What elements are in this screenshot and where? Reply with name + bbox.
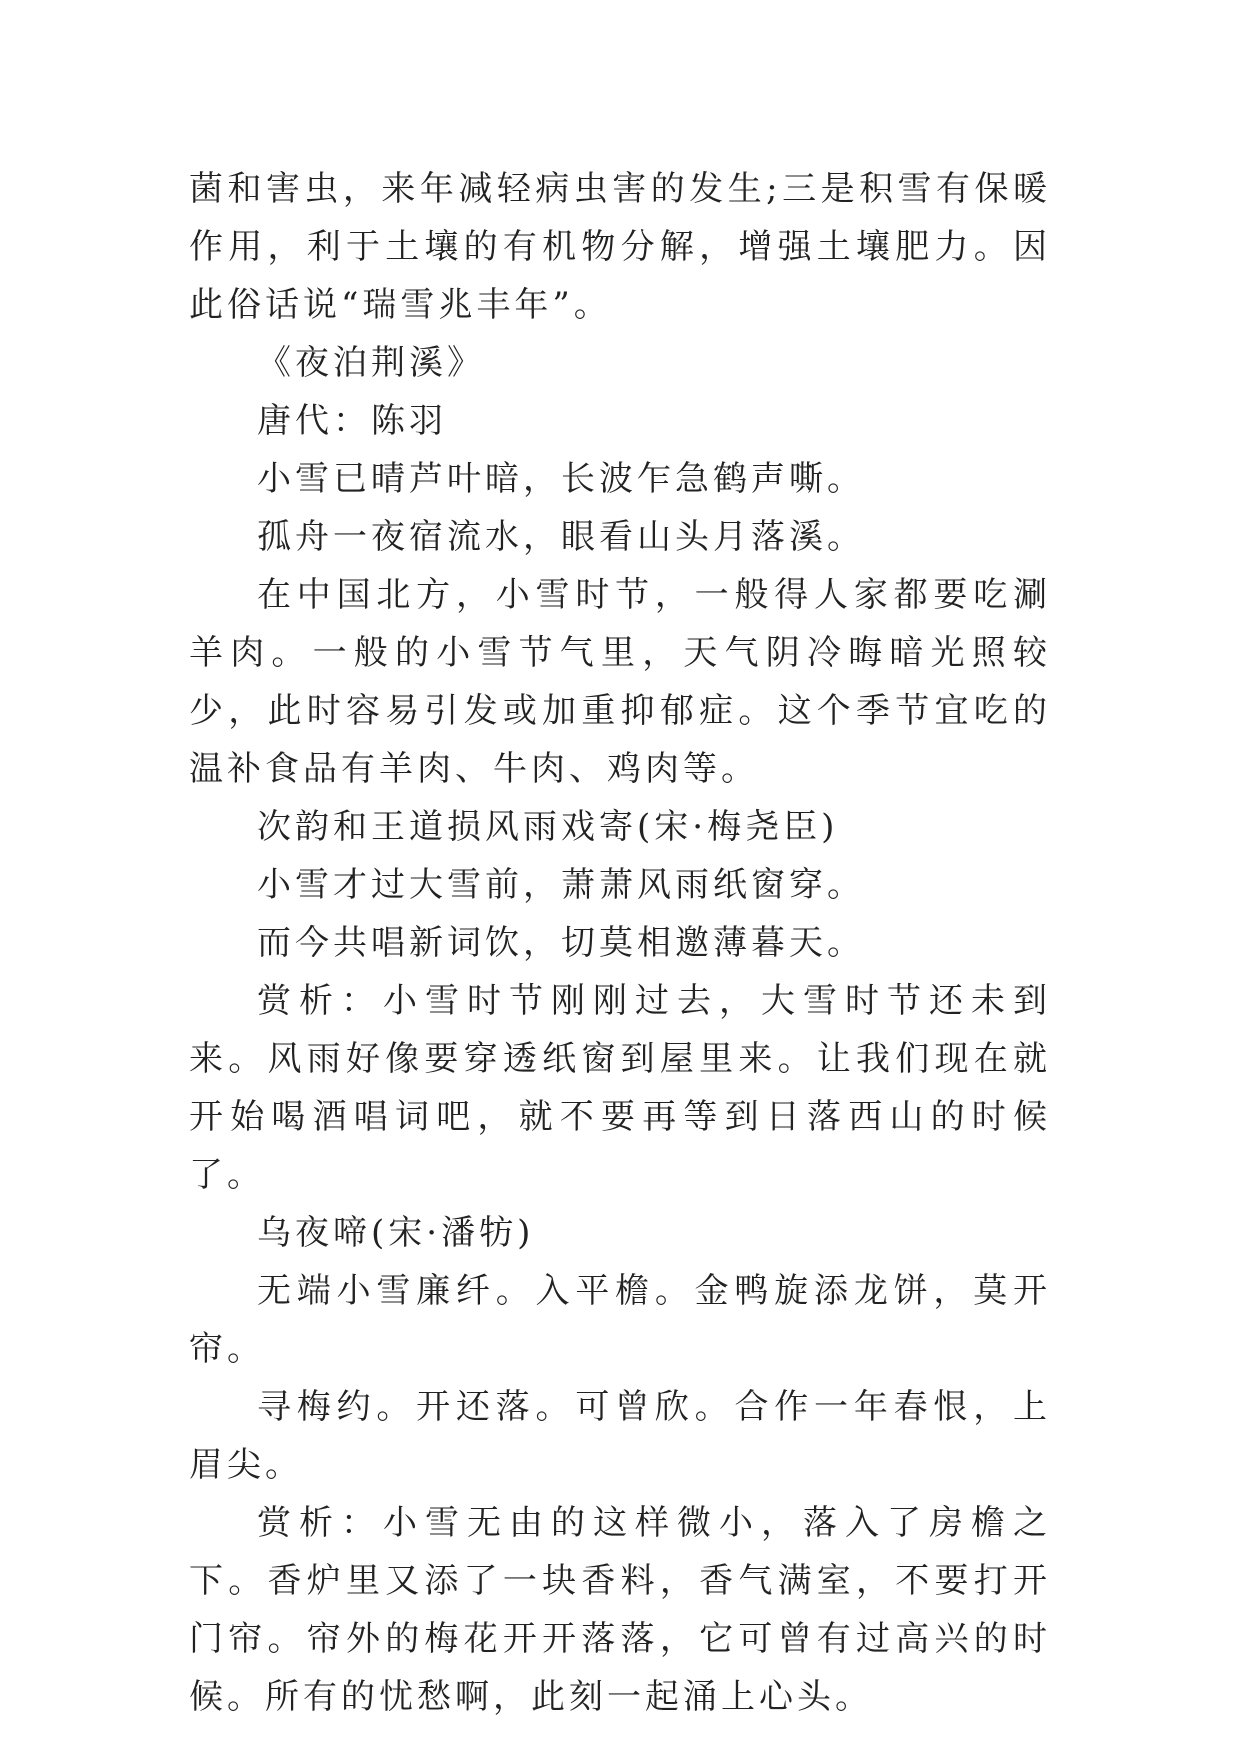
paragraph-continuation: 菌和害虫，来年减轻病虫害的发生;三是积雪有保暖作用，利于土壤的有机物分解，增强土壤肥力。因此俗话说“瑞雪兆丰年”。 — [189, 169, 1051, 325]
poem-title: 乌夜啼(宋·潘牥) — [257, 1213, 535, 1253]
poem-line: 孤舟一夜宿流水，眼看山头月落溪。 — [257, 517, 865, 557]
commentary-paragraph: 赏析：小雪无由的这样微小，落入了房檐之下。香炉里又添了一块香料，香气满室，不要打开门帘。帘外的梅花开开落落，它可曾有过高兴的时候。所有的忧愁啊，此刻一起涌上心头。 — [189, 1503, 1051, 1717]
paragraph: 在中国北方，小雪时节，一般得人家都要吃涮羊肉。一般的小雪节气里，天气阴冷晦暗光照较少，此时容易引发或加重抑郁症。这个季节宜吃的温补食品有羊肉、牛肉、鸡肉等。 — [189, 575, 1051, 789]
poem-line: 无端小雪廉纤。入平檐。金鸭旋添龙饼，莫开帘。 — [189, 1271, 1051, 1369]
poem-line: 寻梅约。开还落。可曾欣。合作一年春恨，上眉尖。 — [189, 1387, 1051, 1485]
poem-line: 而今共唱新词饮，切莫相邀薄暮天。 — [257, 923, 865, 963]
poem-author: 唐代：陈羽 — [257, 401, 447, 441]
poem-title: 《夜泊荆溪》 — [257, 343, 485, 383]
poem-title: 次韵和王道损风雨戏寄(宋·梅尧臣) — [257, 807, 839, 847]
commentary-paragraph: 赏析：小雪时节刚刚过去，大雪时节还未到来。风雨好像要穿透纸窗到屋里来。让我们现在就开始喝酒唱词吧，就不要再等到日落西山的时候了。 — [189, 981, 1051, 1195]
poem-line: 小雪才过大雪前，萧萧风雨纸窗穿。 — [257, 865, 865, 905]
document-body — [189, 160, 1051, 1726]
poem-line: 小雪已晴芦叶暗，长波乍急鹤声嘶。 — [257, 459, 865, 499]
